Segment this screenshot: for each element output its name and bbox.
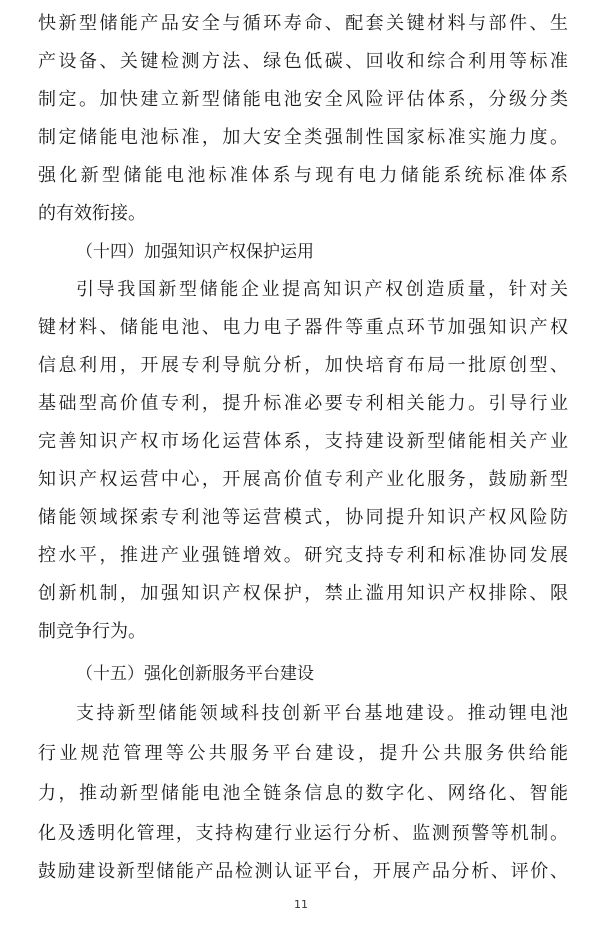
body-line: 引导我国新型储能企业提高知识产权创造质量，针对关 [76,279,568,300]
body-line: 制定储能电池标准，加大安全类强制性国家标准实施力度。 [38,127,568,148]
body-line: 完善知识产权市场化运营体系，支持建设新型储能相关产业 [38,431,568,452]
body-line: 产设备、关键检测方法、绿色低碳、回收和综合利用等标准 [38,51,568,72]
body-line: 快新型储能产品安全与循环寿命、配套关键材料与部件、生 [38,13,568,34]
page-number: 11 [294,898,308,911]
body-line: 的有效衔接。 [38,203,146,224]
section-heading-14: （十四）加强知识产权保护运用 [76,242,314,262]
body-line: 强化新型储能电池标准体系与现有电力储能系统标准体系 [38,165,568,186]
body-line: 制定。加快建立新型储能电池安全风险评估体系，分级分类 [38,89,568,110]
body-line: 信息利用，开展专利导航分析，加快培育布局一批原创型、 [38,355,568,376]
body-line: 鼓励建设新型储能产品检测认证平台，开展产品分析、评价、 [38,861,568,882]
section-heading-15: （十五）强化创新服务平台建设 [76,664,314,684]
body-line: 支持新型储能领域科技创新平台基地建设。推动锂电池 [76,703,568,724]
body-line: 行业规范管理等公共服务平台建设，提升公共服务供给能 [38,743,568,764]
body-line: 制竞争行为。 [38,621,146,642]
body-line: 基础型高价值专利，提升标准必要专利相关能力。引导行业 [38,393,568,414]
body-line: 创新机制，加强知识产权保护，禁止滥用知识产权排除、限 [38,583,568,604]
body-line: 力，推动新型储能电池全链条信息的数字化、网络化、智能 [38,783,568,804]
body-line: 键材料、储能电池、电力电子器件等重点环节加强知识产权 [38,317,568,338]
body-line: 控水平，推进产业强链增效。研究支持专利和标准协同发展 [38,545,568,566]
body-line: 化及透明化管理，支持构建行业运行分析、监测预警等机制。 [38,823,568,844]
body-line: 储能领域探索专利池等运营模式，协同提升知识产权风险防 [38,507,568,528]
body-line: 知识产权运营中心，开展高价值专利产业化服务，鼓励新型 [38,469,568,490]
